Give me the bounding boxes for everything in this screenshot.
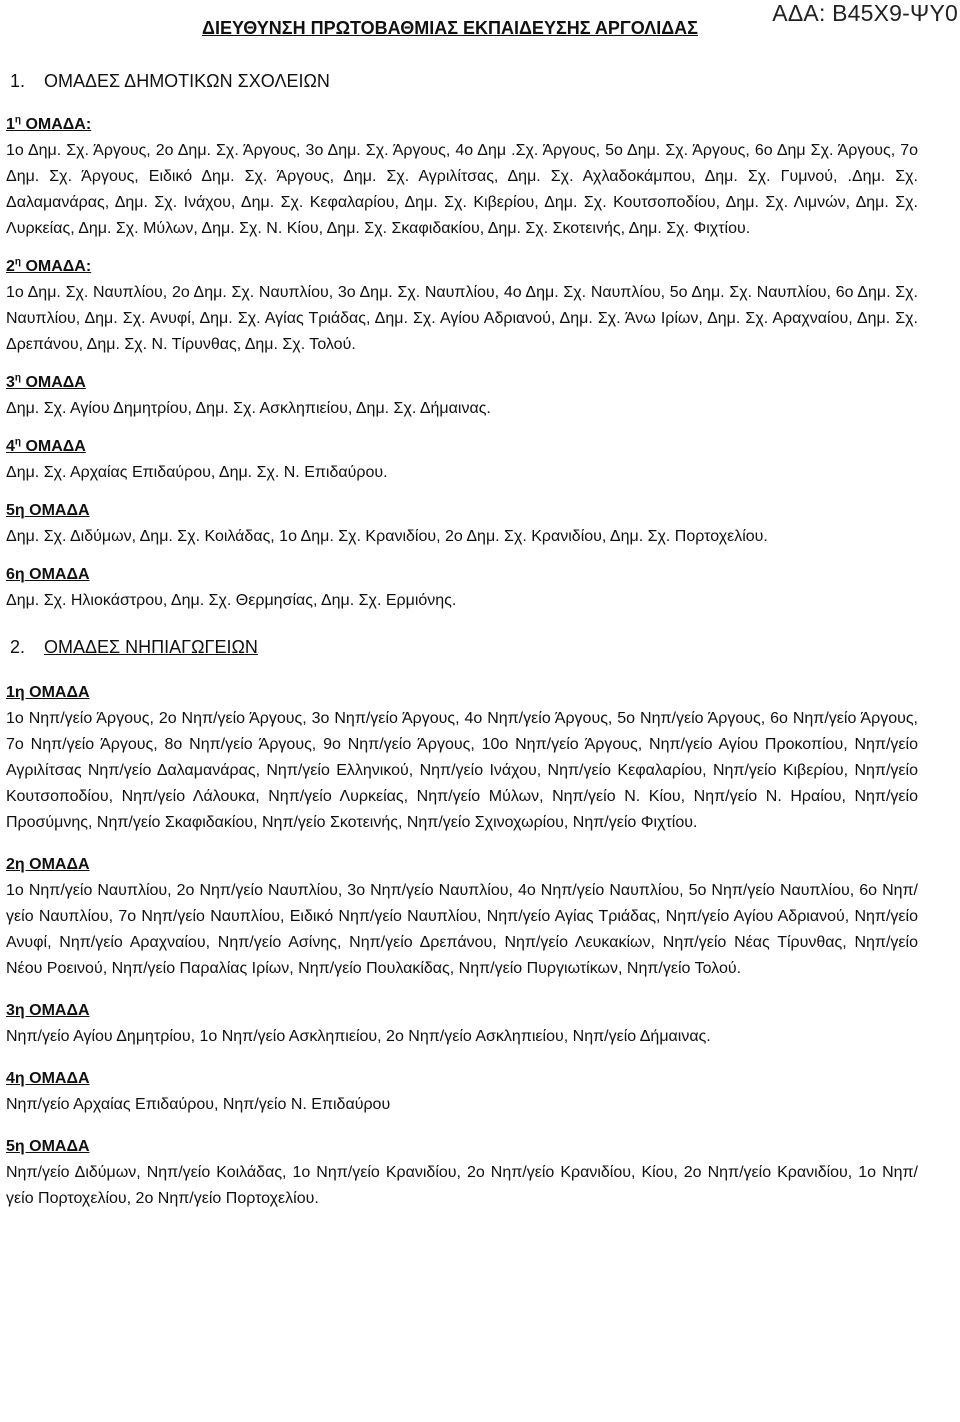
section2-number: 2. bbox=[10, 637, 26, 657]
group-kindergarten-list: Νηπ/γείο Αγίου Δημητρίου, 1ο Νηπ/γείο Ασκληπιείου, 2ο Νηπ/γείο Ασκληπιείου, Νηπ/γείο Δήμαινας. bbox=[6, 1028, 711, 1045]
group-title-ordinal: η bbox=[14, 436, 22, 448]
group-title bbox=[6, 112, 918, 138]
document-header bbox=[0, 0, 960, 44]
group-title: 3η ΟΜΑΔΑ bbox=[6, 1002, 90, 1019]
section2-heading bbox=[10, 632, 918, 662]
group-school-list: Δημ. Σχ. Αγίου Δημητρίου, Δημ. Σχ. Ασκληπιείου, Δημ. Σχ. Δήμαινας. bbox=[6, 400, 491, 417]
group-title-number: 3 bbox=[6, 374, 15, 391]
kindergarten-group bbox=[6, 1134, 918, 1212]
section1-groups bbox=[6, 112, 918, 614]
school-group bbox=[6, 434, 918, 486]
group-school-list: Δημ. Σχ. Διδύμων, Δημ. Σχ. Κοιλάδας, 1ο Δημ. Σχ. Κρανιδίου, 2ο Δημ. Σχ. Κρανιδίου, Δημ. Σχ. Πορτοχελίου. bbox=[6, 528, 768, 545]
group-school-list: Δημ. Σχ. Ηλιοκάστρου, Δημ. Σχ. Θερμησίας, Δημ. Σχ. Ερμιόνης. bbox=[6, 592, 457, 609]
group-title: 1η ΟΜΑΔΑ bbox=[6, 684, 90, 701]
group-kindergarten-list: Νηπ/γείο Διδύμων, Νηπ/γείο Κοιλάδας, 1ο Νηπ/γείο Κρανιδίου, 2ο Νηπ/γείο Κρανιδίου, Κίου, 2ο Νηπ/γείο Κρανιδίου, 1ο Νηπ/γείο Πορτοχελίου, 2ο Νηπ/γείο Πορτοχελίου. bbox=[6, 1164, 918, 1207]
section1-title: ΟΜΑΔΕΣ ΔΗΜΟΤΙΚΩΝ ΣΧΟΛΕΙΩΝ bbox=[44, 71, 330, 91]
group-kindergarten-list: 1ο Νηπ/γείο Ναυπλίου, 2ο Νηπ/γείο Ναυπλίου, 3ο Νηπ/γείο Ναυπλίου, 4ο Νηπ/γείο Ναυπλίου, 5ο Νηπ/γείο Ναυπλίου, 6ο Νηπ/γείο Ναυπλίου, 7ο Νηπ/γείο Ναυπλίου, Ειδικό Νηπ/γείο Ναυπλίου, Νηπ/γείο Αγίας Τριάδας, Νηπ/γείο Αγίου Αδριανού, Νηπ/γείο Ανυφί, Νηπ/γείο Αραχναίου, Νηπ/γείο Ασίνης, Νηπ/γείο Δρεπάνου, Νηπ/γείο Λευκακίων, Νηπ/γείο Νέας Τίρυνθας, Νηπ/γείο Νέου Ροεινού, Νηπ/γείο Παραλίας Ιρίων, Νηπ/γείο Πουλακίδας, Νηπ/γείο Πυργιωτίκων, Νηπ/γείο Τολού. bbox=[6, 882, 918, 977]
group-title-number: 6η bbox=[6, 566, 25, 583]
group-school-list: 1ο Δημ. Σχ. Ναυπλίου, 2ο Δημ. Σχ. Ναυπλίου, 3ο Δημ. Σχ. Ναυπλίου, 4ο Δημ. Σχ. Ναυπλίου, 5ο Δημ. Σχ. Ναυπλίου, 6ο Δημ. Σχ. Ναυπλίου, Δημ. Σχ. Ανυφί, Δημ. Σχ. Αγίας Τριάδας, Δημ. Σχ. Αγίου Αδριανού, Δημ. Σχ. Άνω Ιρίων, Δημ. Σχ. Αραχναίου, Δημ. Σχ. Δρεπάνου, Δημ. Σχ. Ν. Τίρυνθας, Δημ. Σχ. Τολού. bbox=[6, 284, 918, 353]
group-title-number: 4 bbox=[6, 438, 15, 455]
section2-title: ΟΜΑΔΕΣ ΝΗΠΙΑΓΩΓΕΙΩΝ bbox=[44, 637, 258, 657]
directorate-title: ΔΙΕΥΘΥΝΣΗ ΠΡΩΤΟΒΑΘΜΙΑΣ ΕΚΠΑΙΔΕΥΣΗΣ ΑΡΓΟΛΙΔΑΣ bbox=[202, 18, 698, 38]
school-group bbox=[6, 112, 918, 242]
group-title bbox=[6, 434, 918, 460]
school-group bbox=[6, 254, 918, 358]
kindergarten-group bbox=[6, 852, 918, 982]
group-title-ordinal: η bbox=[14, 372, 22, 384]
kindergarten-group bbox=[6, 998, 918, 1050]
group-title: 2η ΟΜΑΔΑ bbox=[6, 856, 90, 873]
group-title bbox=[6, 370, 918, 396]
group-title-number: 5η bbox=[6, 502, 25, 519]
school-group bbox=[6, 498, 918, 550]
group-title-label: ΟΜΑΔΑ bbox=[24, 566, 90, 583]
kindergarten-group bbox=[6, 680, 918, 836]
group-title-label: ΟΜΑΔΑ bbox=[24, 502, 90, 519]
kindergarten-group bbox=[6, 1066, 918, 1118]
group-title-number: 2 bbox=[6, 258, 15, 275]
section1-heading bbox=[10, 66, 918, 96]
ada-code: ΑΔΑ: Β45Χ9-ΨΥ0 bbox=[772, 0, 958, 26]
group-kindergarten-list: Νηπ/γείο Αρχαίας Επιδαύρου, Νηπ/γείο Ν. Επιδαύρου bbox=[6, 1096, 391, 1113]
group-school-list: Δημ. Σχ. Αρχαίας Επιδαύρου, Δημ. Σχ. Ν. Επιδαύρου. bbox=[6, 464, 388, 481]
section2-groups bbox=[6, 680, 918, 1212]
group-title bbox=[6, 254, 918, 280]
section1-number: 1. bbox=[10, 71, 26, 91]
group-title-ordinal: η bbox=[14, 256, 22, 268]
group-title-label: ΟΜΑΔΑ: bbox=[21, 258, 92, 275]
group-title-label: ΟΜΑΔΑ bbox=[21, 374, 86, 391]
group-school-list: 1ο Δημ. Σχ. Άργους, 2ο Δημ. Σχ. Άργους, 3ο Δημ. Σχ. Άργους, 4ο Δημ .Σχ. Άργους, 5ο Δημ. Σχ. Άργους, 6ο Δημ Σχ. Άργους, 7ο Δημ. Σχ. Άργους, Ειδικό Δημ. Σχ. Άργους, Δημ. Σχ. Αγριλίτσας, Δημ. Σχ. Αχλαδοκάμπου, Δημ. Σχ. Γυμνού, .Δημ. Σχ. Δαλαμανάρας, Δημ. Σχ. Ινάχου, Δημ. Σχ. Κεφαλαρίου, Δημ. Σχ. Κιβερίου, Δημ. Σχ. Κουτσοποδίου, Δημ. Σχ. Λιμνών, Δημ. Σχ. Λυρκείας, Δημ. Σχ. Μύλων, Δημ. Σχ. Ν. Κίου, Δημ. Σχ. Σκαφιδακίου, Δημ. Σχ. Σκοτεινής, Δημ. Σχ. Φιχτίου. bbox=[6, 142, 918, 237]
group-title-label: ΟΜΑΔΑ: bbox=[21, 116, 92, 133]
group-kindergarten-list: 1ο Νηπ/γείο Άργους, 2ο Νηπ/γείο Άργους, 3ο Νηπ/γείο Άργους, 4ο Νηπ/γείο Άργους, 5ο Νηπ/γείο Άργους, 6ο Νηπ/γείο Άργους, 7ο Νηπ/γείο Άργους, 8ο Νηπ/γείο Άργους, 9ο Νηπ/γείο Άργους, 10ο Νηπ/γείο Άργους, Νηπ/γείο Αγίου Προκοπίου, Νηπ/γείο Αγριλίτσας Νηπ/γείο Δαλαμανάρας, Νηπ/γείο Ελληνικού, Νηπ/γείο Ινάχου, Νηπ/γείο Κεφαλαρίου, Νηπ/γείο Κιβερίου, Νηπ/γείο Κουτσοποδίου, Νηπ/γείο Λάλουκα, Νηπ/γείο Λυρκείας, Νηπ/γείο Μύλων, Νηπ/γείο Ν. Κίου, Νηπ/γείο Ν. Ηραίου, Νηπ/γείο Προσύμνης, Νηπ/γείο Σκαφιδακίου, Νηπ/γείο Σκοτεινής, Νηπ/γείο Σχινοχωρίου, Νηπ/γείο Φιχτίου. bbox=[6, 710, 918, 831]
school-group bbox=[6, 562, 918, 614]
group-title-label: ΟΜΑΔΑ bbox=[21, 438, 86, 455]
group-title bbox=[6, 562, 918, 588]
group-title-ordinal: η bbox=[14, 114, 22, 126]
group-title: 4η ΟΜΑΔΑ bbox=[6, 1070, 90, 1087]
school-group bbox=[6, 370, 918, 422]
document-body bbox=[6, 66, 918, 1228]
group-title: 5η ΟΜΑΔΑ bbox=[6, 1138, 90, 1155]
group-title bbox=[6, 498, 918, 524]
group-title-number: 1 bbox=[6, 116, 15, 133]
